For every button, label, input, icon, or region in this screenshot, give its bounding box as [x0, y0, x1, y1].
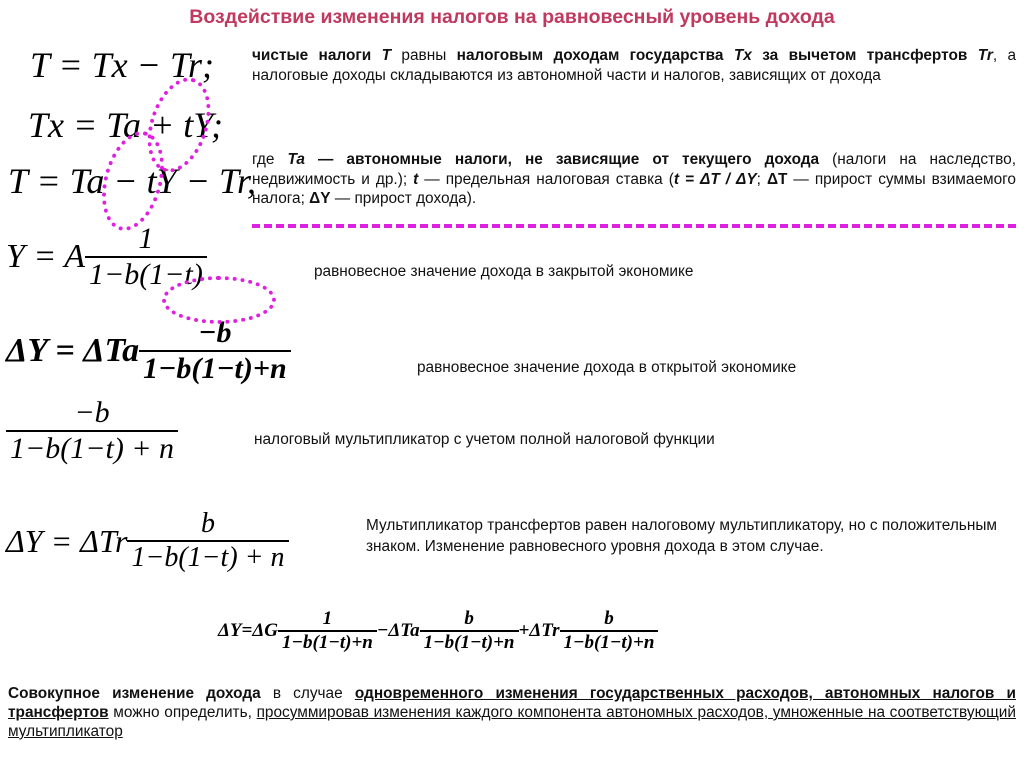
text-plain: равны [401, 47, 447, 64]
text-plain: — предельная налоговая ставка ( [424, 170, 674, 188]
text-symbol-dT: ΔT [766, 170, 788, 188]
formula-net-taxes: T = Tx − Tr; [30, 45, 214, 85]
text-plain: (налоги на наследство, недвижимость и др.); [252, 151, 1016, 188]
highlight-ellipse-denominator [162, 276, 276, 324]
paragraph-definitions [252, 150, 1016, 209]
denominator: 1−b(1−t)+n [278, 630, 377, 654]
paragraph-net-taxes [252, 46, 1016, 85]
text-bold: — автономные налоги, не зависящие от текущего дохода [317, 151, 820, 168]
label-open-economy: равновесное значение дохода в открытой экономике [417, 359, 797, 376]
formula-lhs: ΔY = ΔTr [6, 522, 128, 559]
label-tax-multiplier: налоговый мультипликатор с учетом полной налоговой функции [254, 431, 715, 448]
paragraph-total-change [8, 684, 1016, 741]
formula-closed-economy [6, 222, 207, 292]
formula-minus-taxes: −ΔTa [376, 620, 420, 641]
text-bold: Совокупное изменение дохода [8, 685, 261, 702]
numerator: 1 [322, 608, 333, 629]
text-bold: за вычетом трансфертов [762, 47, 968, 64]
text-plain: можно определить, [113, 704, 252, 721]
text-underlined-bold: одновременного изменения государственных расходов, автономных налогов и трансфертов [8, 685, 1017, 721]
denominator: 1−b(1−t) + n [6, 430, 178, 466]
fraction-taxes [420, 608, 519, 654]
fraction [6, 396, 178, 466]
formula-open-economy [6, 316, 291, 386]
formula-lhs: ΔY = ΔTa [6, 332, 140, 369]
formula-net-taxes-expanded: T = Ta − tY − Tr, [8, 161, 257, 201]
denominator: 1−b(1−t) [85, 256, 207, 292]
text-symbol-t: t [413, 170, 419, 188]
text-plain: , а налоговые доходы складываются из автономной части и налогов, зависящих от дохода [252, 47, 1017, 84]
text-bold: чистые налоги [252, 47, 372, 64]
text-plain: в случае [272, 685, 343, 702]
denominator: 1−b(1−t)+n [560, 630, 659, 654]
formula-tax-revenue: Tx = Ta + tY; [28, 105, 223, 145]
text-symbol-Ta: Ta [287, 151, 305, 168]
text-plain: — прирост дохода). [334, 190, 477, 207]
formula-tax-multiplier [6, 396, 178, 466]
numerator: b [604, 608, 614, 629]
text-plain: — прирост суммы взимаемого налога; [252, 170, 1016, 207]
text-symbol-Tr: Tr [977, 47, 993, 64]
text-symbol-dY: ΔY [309, 190, 331, 207]
formula-total-change [218, 608, 658, 654]
page-title: Воздействие изменения налогов на равновесный уровень дохода [189, 6, 835, 28]
formula-lhs: ΔY=ΔG [218, 620, 278, 641]
formula-lhs: Y = A [6, 238, 86, 275]
denominator: 1−b(1−t) + n [127, 540, 288, 574]
formula-transfer-multiplier [6, 508, 289, 574]
text-plain: где [252, 151, 275, 168]
highlight-dash-line [252, 224, 1016, 228]
text-symbol-rate: t = ΔT / ΔY [673, 170, 757, 188]
text-plain: ; [756, 170, 761, 188]
numerator: 1 [138, 222, 154, 255]
label-transfer-multiplier: Мультипликатор трансфертов равен налоговому мультипликатору, но с положительным знаком. Изменение равновесного уровня дохода в этом случае. [366, 517, 997, 555]
fraction [127, 508, 288, 574]
numerator: b [201, 508, 215, 539]
label-closed-economy: равновесное значение дохода в закрытой экономике [314, 263, 694, 280]
text-symbol-T: T [381, 47, 392, 64]
fraction [139, 316, 290, 386]
fraction-government [278, 608, 377, 654]
text-bold: налоговым доходам государства [456, 47, 724, 64]
fraction-transfers [560, 608, 659, 654]
formula-plus-transfers: +ΔTr [518, 620, 560, 641]
text-symbol-Tx: Tx [733, 47, 752, 64]
denominator: 1−b(1−t)+n [420, 630, 519, 654]
numerator: b [464, 608, 474, 629]
numerator: −b [74, 396, 110, 429]
numerator: −b [198, 316, 232, 349]
denominator: 1−b(1−t)+n [139, 350, 290, 386]
text-underlined: просуммировав изменения каждого компонента автономных расходов, умноженные на соответствующий мультипликатор [8, 704, 1016, 740]
